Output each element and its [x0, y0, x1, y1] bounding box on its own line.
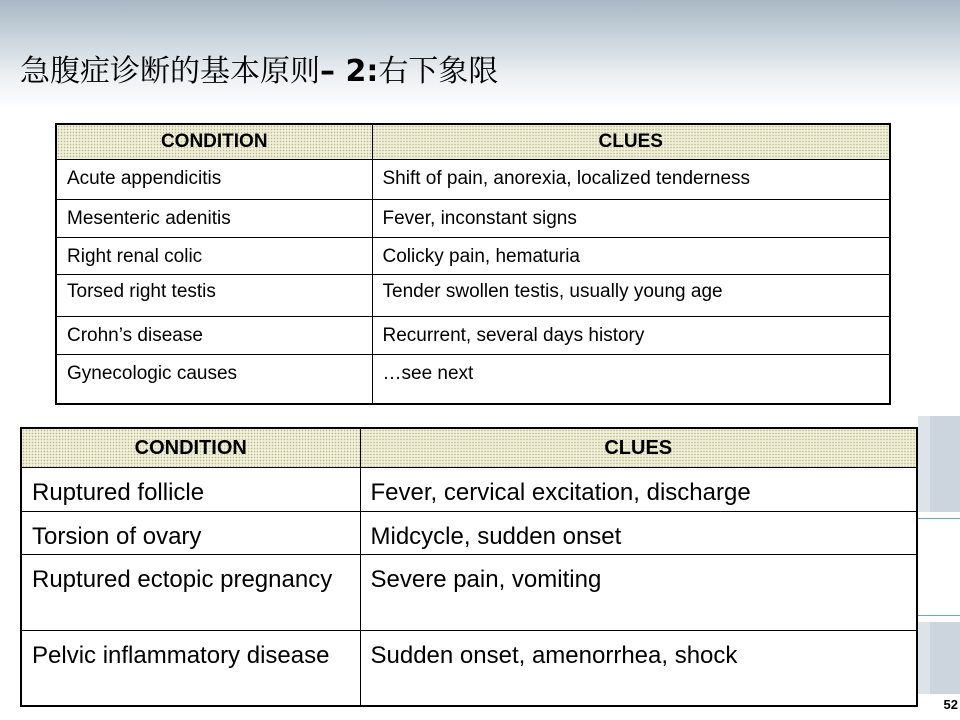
side-decoration-upper [918, 416, 960, 512]
column-header-condition: CONDITION [21, 428, 360, 468]
clues-cell: …see next [372, 355, 890, 405]
table-row [21, 631, 917, 707]
clues-cell: Fever, inconstant signs [372, 200, 890, 238]
table-header-row [56, 124, 890, 160]
condition-cell: Ruptured follicle [21, 468, 360, 512]
condition-cell: Torsed right testis [56, 275, 372, 317]
table-row [56, 275, 890, 317]
clues-cell: Recurrent, several days history [372, 317, 890, 355]
clues-cell: Colicky pain, hematuria [372, 238, 890, 275]
table-header-row [21, 428, 917, 468]
side-divider-line [918, 518, 960, 519]
condition-cell: Gynecologic causes [56, 355, 372, 405]
slide-title-prefix: 急腹症诊断的基本原则 [20, 54, 320, 89]
table-row [21, 468, 917, 512]
column-header-clues: CLUES [372, 124, 890, 160]
condition-cell: Mesenteric adenitis [56, 200, 372, 238]
condition-cell: Right renal colic [56, 238, 372, 275]
table-row [56, 160, 890, 200]
right-lower-quadrant-table [55, 123, 891, 405]
gynecologic-causes-table [20, 427, 918, 707]
slide-title-suffix: 右下象限 [378, 54, 499, 89]
page-number: 52 [943, 697, 958, 712]
table-row [56, 317, 890, 355]
clues-cell: Midcycle, sudden onset [360, 512, 917, 555]
condition-cell: Crohn’s disease [56, 317, 372, 355]
clues-cell: Fever, cervical excitation, discharge [360, 468, 917, 512]
slide-title [20, 52, 498, 92]
table-row [21, 555, 917, 631]
table-row [56, 200, 890, 238]
side-divider-line [918, 615, 960, 616]
condition-cell: Ruptured ectopic pregnancy [21, 555, 360, 631]
condition-cell: Acute appendicitis [56, 160, 372, 200]
condition-cell: Torsion of ovary [21, 512, 360, 555]
column-header-clues: CLUES [360, 428, 917, 468]
clues-cell: Severe pain, vomiting [360, 555, 917, 631]
clues-cell: Shift of pain, anorexia, localized tenderness [372, 160, 890, 200]
clues-cell: Tender swollen testis, usually young age [372, 275, 890, 317]
condition-cell: Pelvic inflammatory disease [21, 631, 360, 707]
clues-cell: Sudden onset, amenorrhea, shock [360, 631, 917, 707]
table-row [56, 355, 890, 405]
table-row [21, 512, 917, 555]
column-header-condition: CONDITION [56, 124, 372, 160]
slide-title-number: – 2: [320, 54, 379, 89]
table-row [56, 238, 890, 275]
side-decoration-lower [918, 622, 960, 694]
